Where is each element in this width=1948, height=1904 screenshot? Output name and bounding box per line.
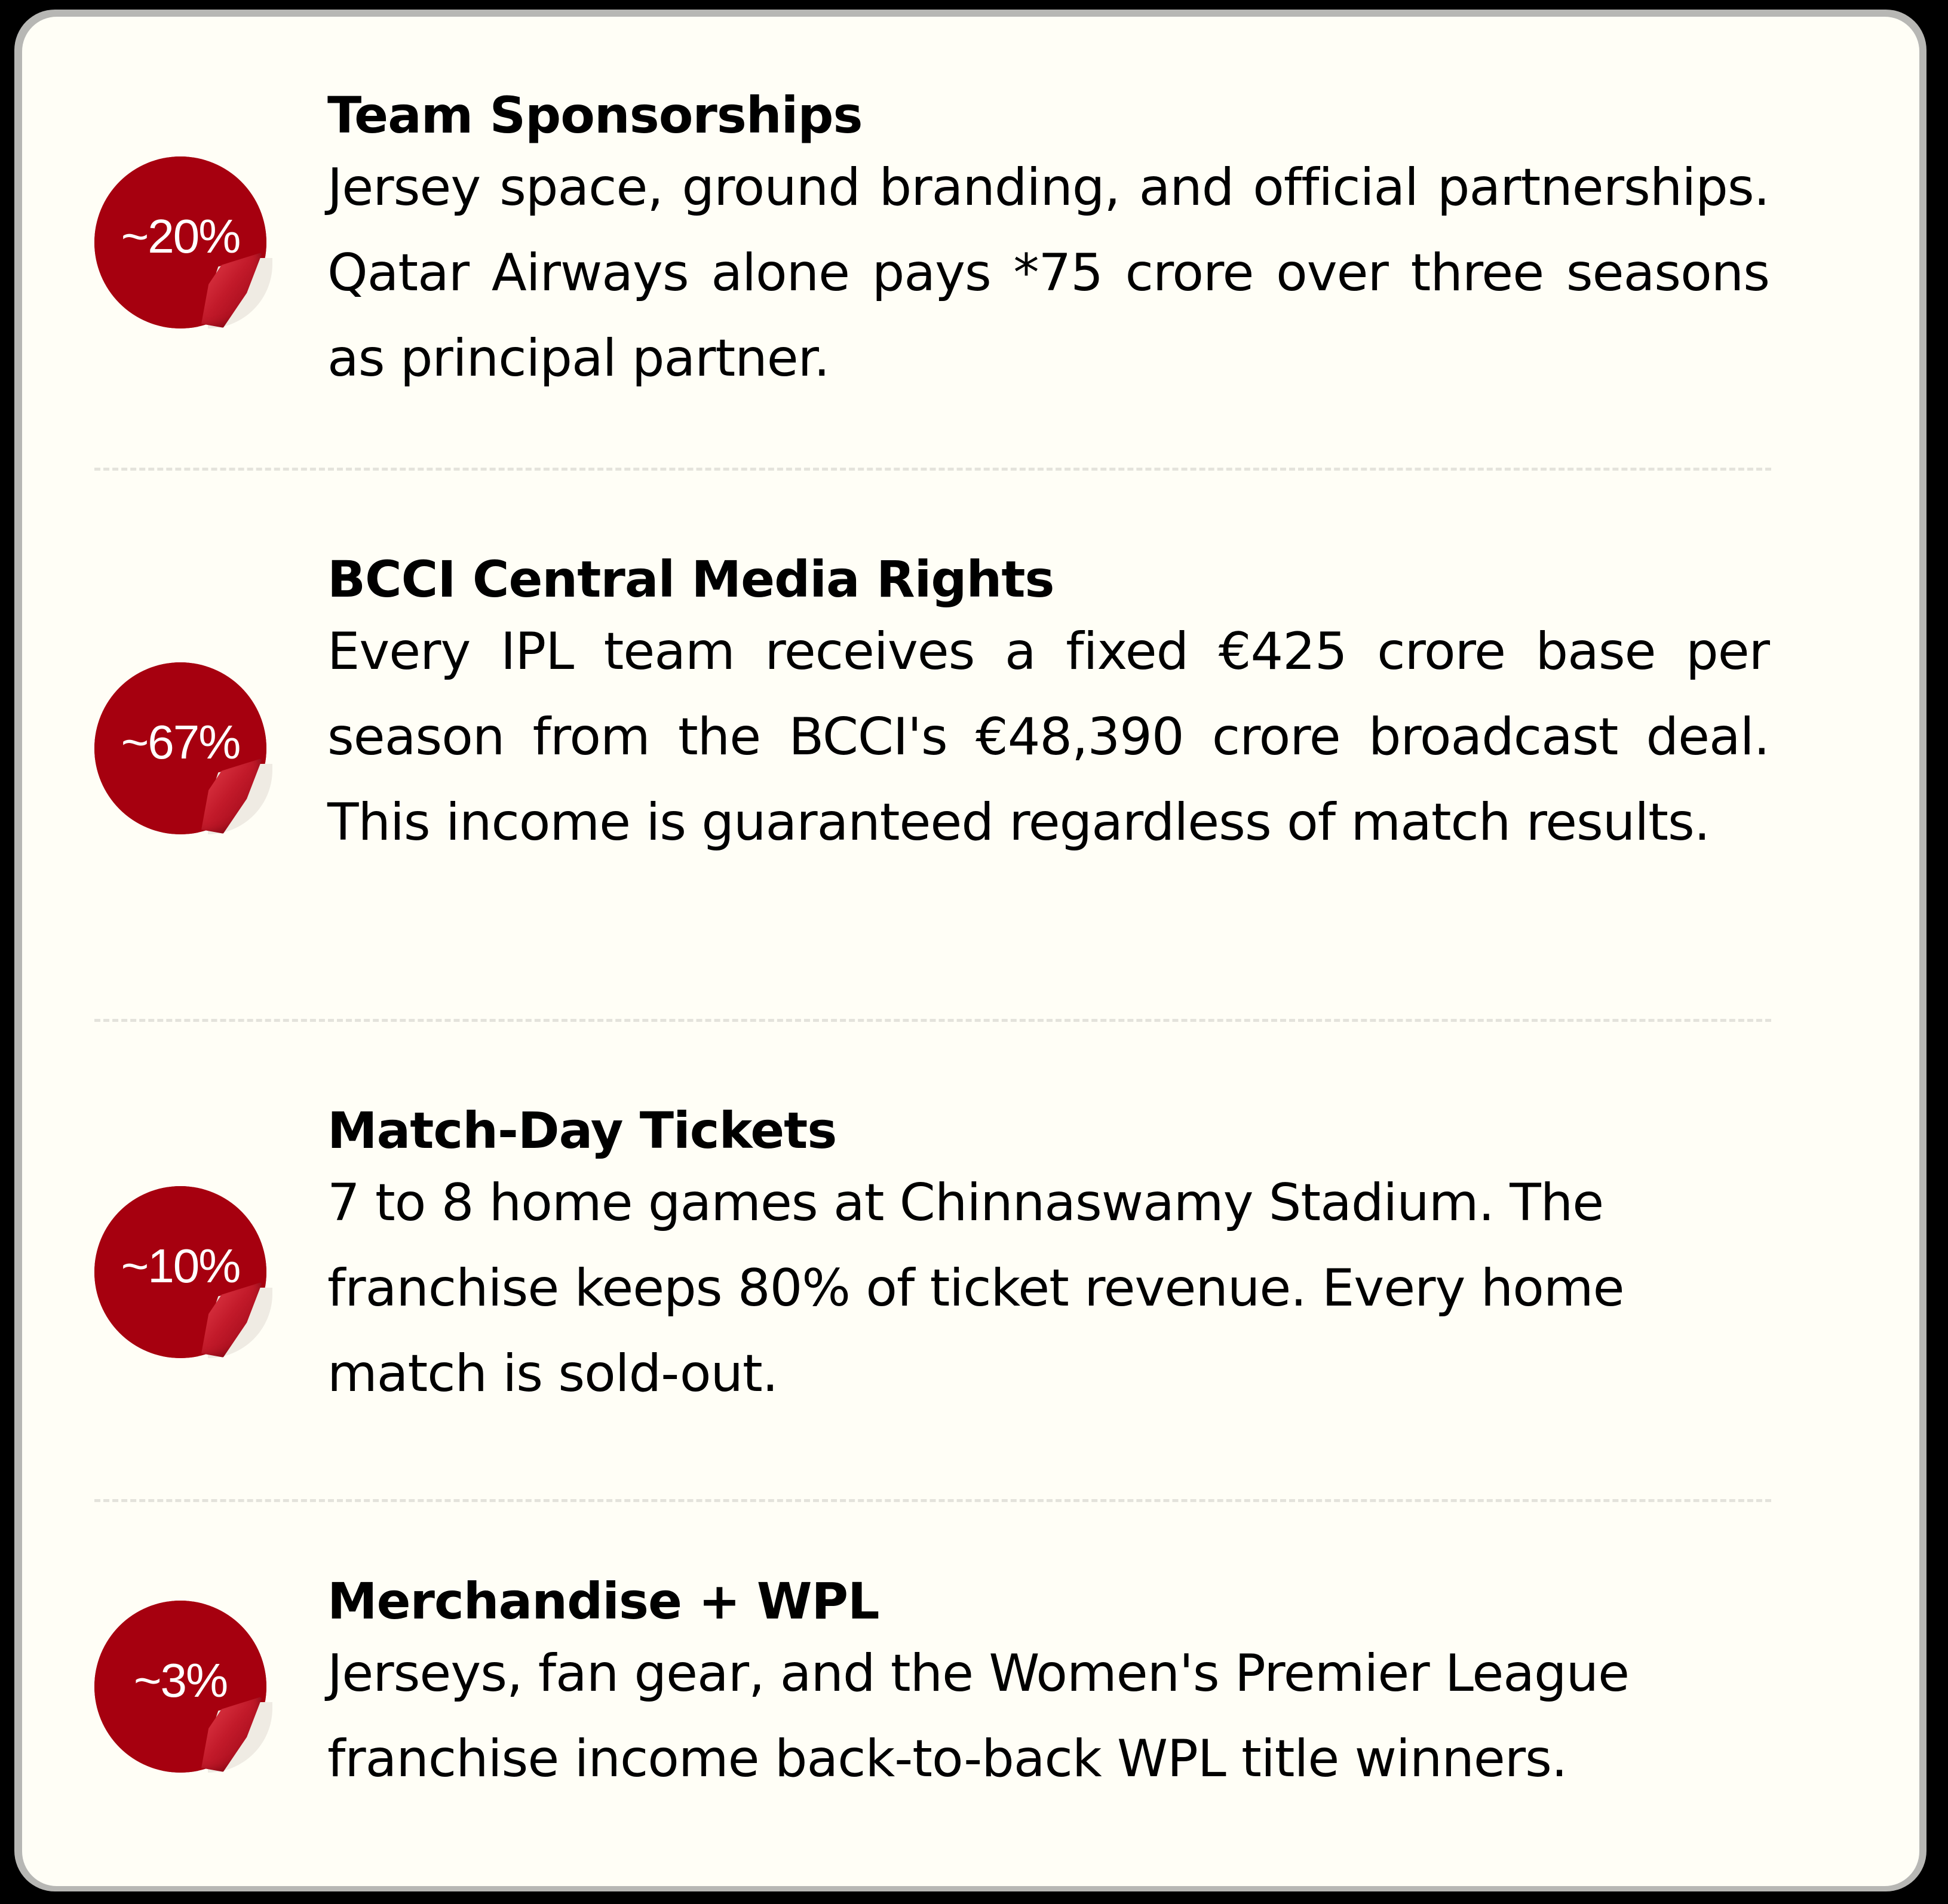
badge-percentage: ~67% [121, 715, 240, 769]
revenue-item-text [327, 85, 1769, 401]
badge-percentage: ~20% [121, 210, 240, 263]
revenue-item-text [327, 1571, 1839, 1802]
revenue-item-title: BCCI Central Media Rights [327, 550, 1054, 609]
revenue-item-title: Team Sponsorships [327, 86, 863, 145]
revenue-item-description: Jersey space, ground branding, and official partnerships. Qatar Airways alone pays *75 crore over three seasons as principal partner. [327, 158, 1769, 388]
percentage-sticker-badge [94, 662, 266, 834]
section-divider [94, 1019, 1771, 1022]
percentage-sticker-badge [94, 1601, 266, 1773]
percentage-sticker-badge [94, 156, 266, 328]
badge-percentage: ~10% [121, 1239, 240, 1292]
percentage-sticker-badge [94, 1186, 266, 1358]
revenue-item-description: Jerseys, fan gear, and the Women's Premier League franchise income back-to-back WPL title winners. [327, 1644, 1629, 1789]
section-divider [94, 468, 1771, 471]
revenue-item-title: Match-Day Tickets [327, 1101, 837, 1160]
revenue-item-title: Merchandise + WPL [327, 1572, 879, 1630]
revenue-item-description: Every IPL team receives a fixed €425 crore base per season from the BCCI's €48,390 crore broadcast deal. This income is guaranteed regardless of match results. [327, 622, 1769, 852]
revenue-item-text [327, 1101, 1769, 1417]
revenue-item-description: 7 to 8 home games at Chinnaswamy Stadium. The franchise keeps 80% of ticket revenue. Every home match is sold-out. [327, 1173, 1624, 1404]
badge-percentage: ~3% [133, 1654, 228, 1707]
section-divider [94, 1499, 1771, 1502]
revenue-breakdown-card [22, 17, 1919, 1886]
revenue-item-text [327, 549, 1769, 865]
